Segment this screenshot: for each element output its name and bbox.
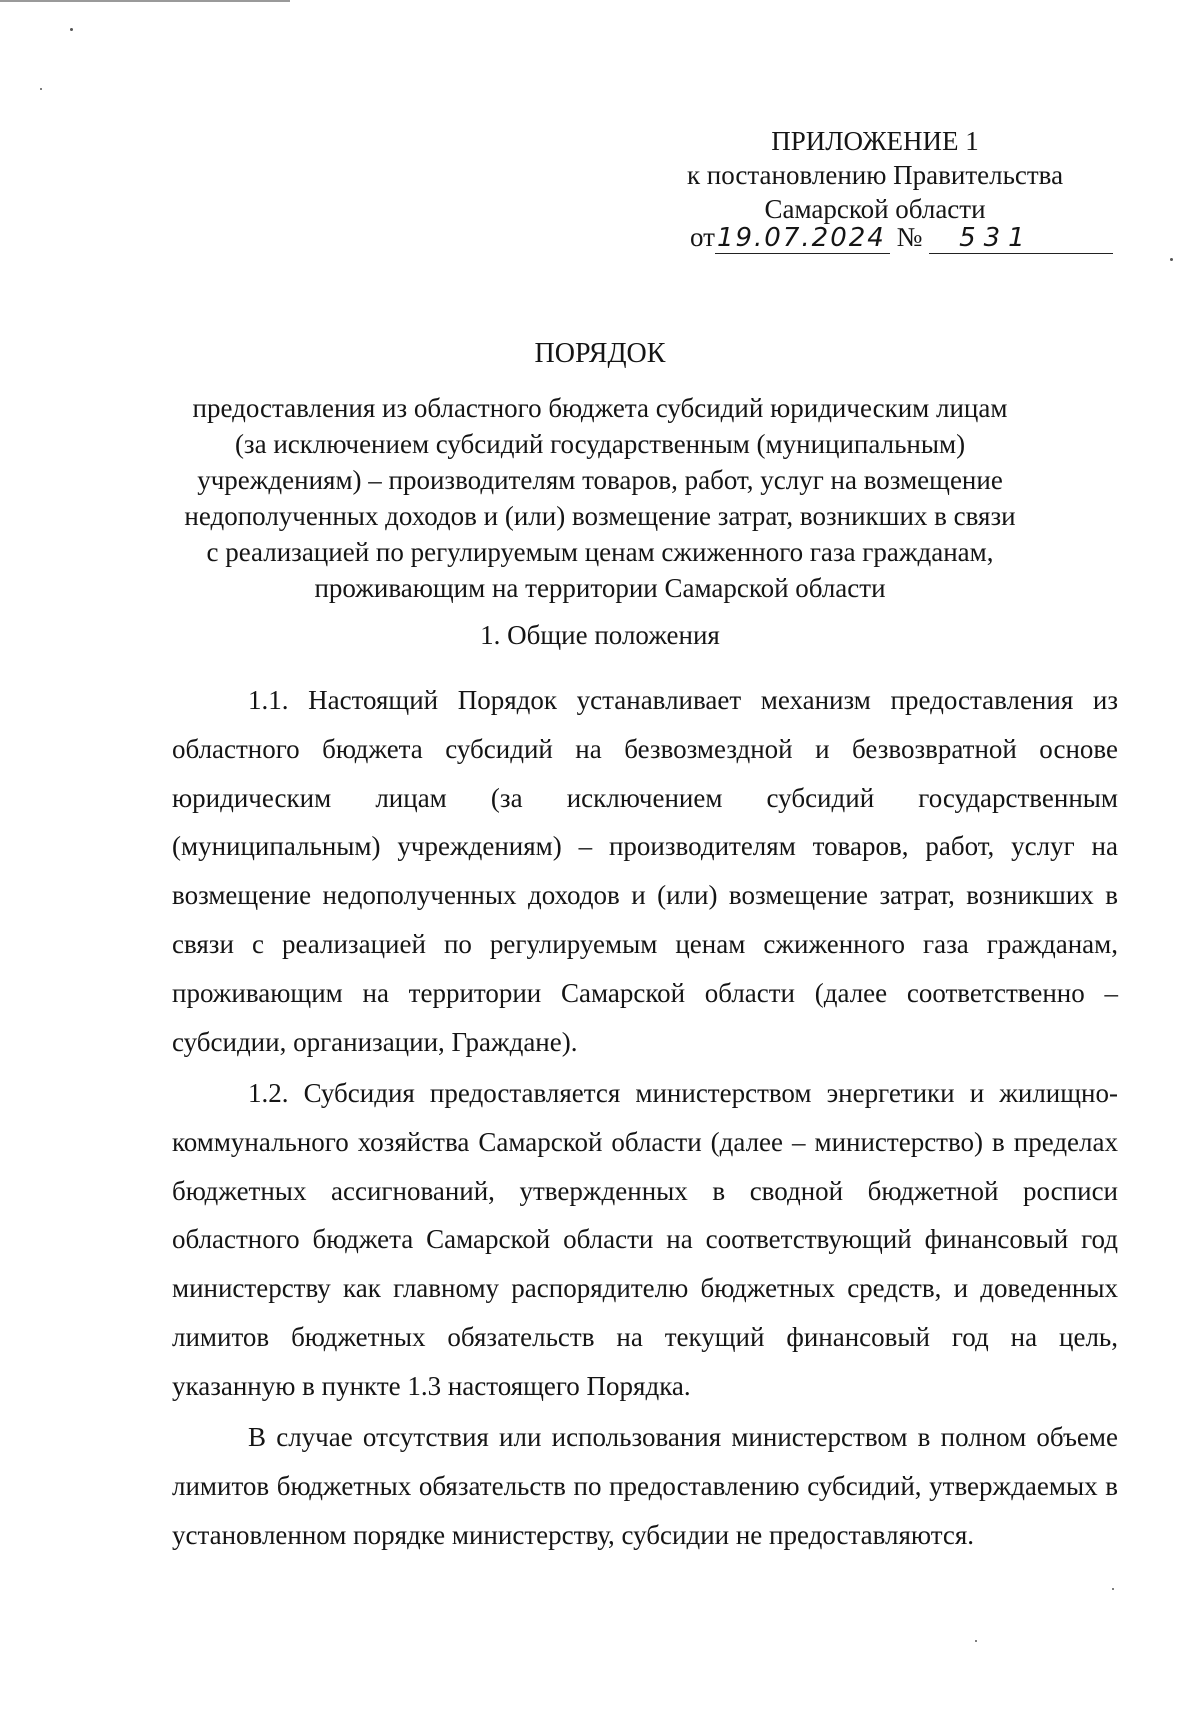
date-prefix: от xyxy=(690,222,715,252)
scan-speck xyxy=(975,1640,977,1642)
document-title: ПОРЯДОК xyxy=(534,338,666,369)
subtitle-line: с реализацией по регулируемым ценам сжиженного газа гражданам, xyxy=(206,537,994,567)
subtitle-line: учреждениям) – производителям товаров, работ, услуг на возмещение xyxy=(197,465,1003,495)
paragraph-1-2: 1.2. Субсидия предоставляется министерством энергетики и жилищно-коммунального хозяйства Самарской области (далее – министерство) в пределах бюджетных ассигнований, утвержденных в сводной бюджетной росписи областного бюджета Самарской области на соответствующий финансовый год министерству как главному распорядителю бюджетных средств, и доведенных лимитов бюджетных обязательств на текущий финансовый год на цель, указанную в пункте 1.3 настоящего Порядка. xyxy=(172,1078,1118,1401)
number-prefix: № xyxy=(896,222,923,252)
scan-speck xyxy=(1112,1588,1114,1590)
handwritten-number: 531 xyxy=(929,223,1113,254)
subtitle-line: недополученных доходов и (или) возмещение затрат, возникших в связи xyxy=(184,501,1016,531)
subtitle-line: проживающим на территории Самарской области xyxy=(314,573,886,603)
scan-speck xyxy=(1170,258,1173,261)
scan-edge-line xyxy=(0,0,290,2)
date-number-line xyxy=(690,222,1113,254)
region-label: Самарской области xyxy=(764,194,986,224)
scan-speck xyxy=(70,28,73,31)
appendix-label: ПРИЛОЖЕНИЕ 1 xyxy=(771,126,979,156)
appendix-header xyxy=(645,124,1105,226)
subtitle-line: предоставления из областного бюджета субсидий юридическим лицам xyxy=(192,393,1008,423)
scan-speck xyxy=(40,88,42,90)
handwritten-date: 19.07.2024 xyxy=(715,223,890,254)
resolution-label: к постановлению Правительства xyxy=(686,160,1064,190)
subtitle-line: (за исключением субсидий государственным (муниципальным) xyxy=(234,429,966,459)
section-heading: 1. Общие положения xyxy=(480,620,720,650)
paragraph-limits: В случае отсутствия или использования министерством в полном объеме лимитов бюджетных обязательств по предоставлению субсидий, утверждаемых в установленном порядке министерству, субсидии не предоставляются. xyxy=(172,1422,1118,1550)
document-subtitle xyxy=(170,390,1030,606)
paragraph-1-1: 1.1. Настоящий Порядок устанавливает механизм предоставления из областного бюджета субсидий на безвозмездной и безвозвратной основе юридическим лицам (за исключением субсидий государственным (муниципальным) учреждениям) – производителям товаров, работ, услуг на возмещение недополученных доходов и (или) возмещение затрат, возникших в связи с реализацией по регулируемым ценам сжиженного газа гражданам, проживающим на территории Самарской области (далее соответственно – субсидии, организации, Граждане). xyxy=(172,685,1118,1057)
